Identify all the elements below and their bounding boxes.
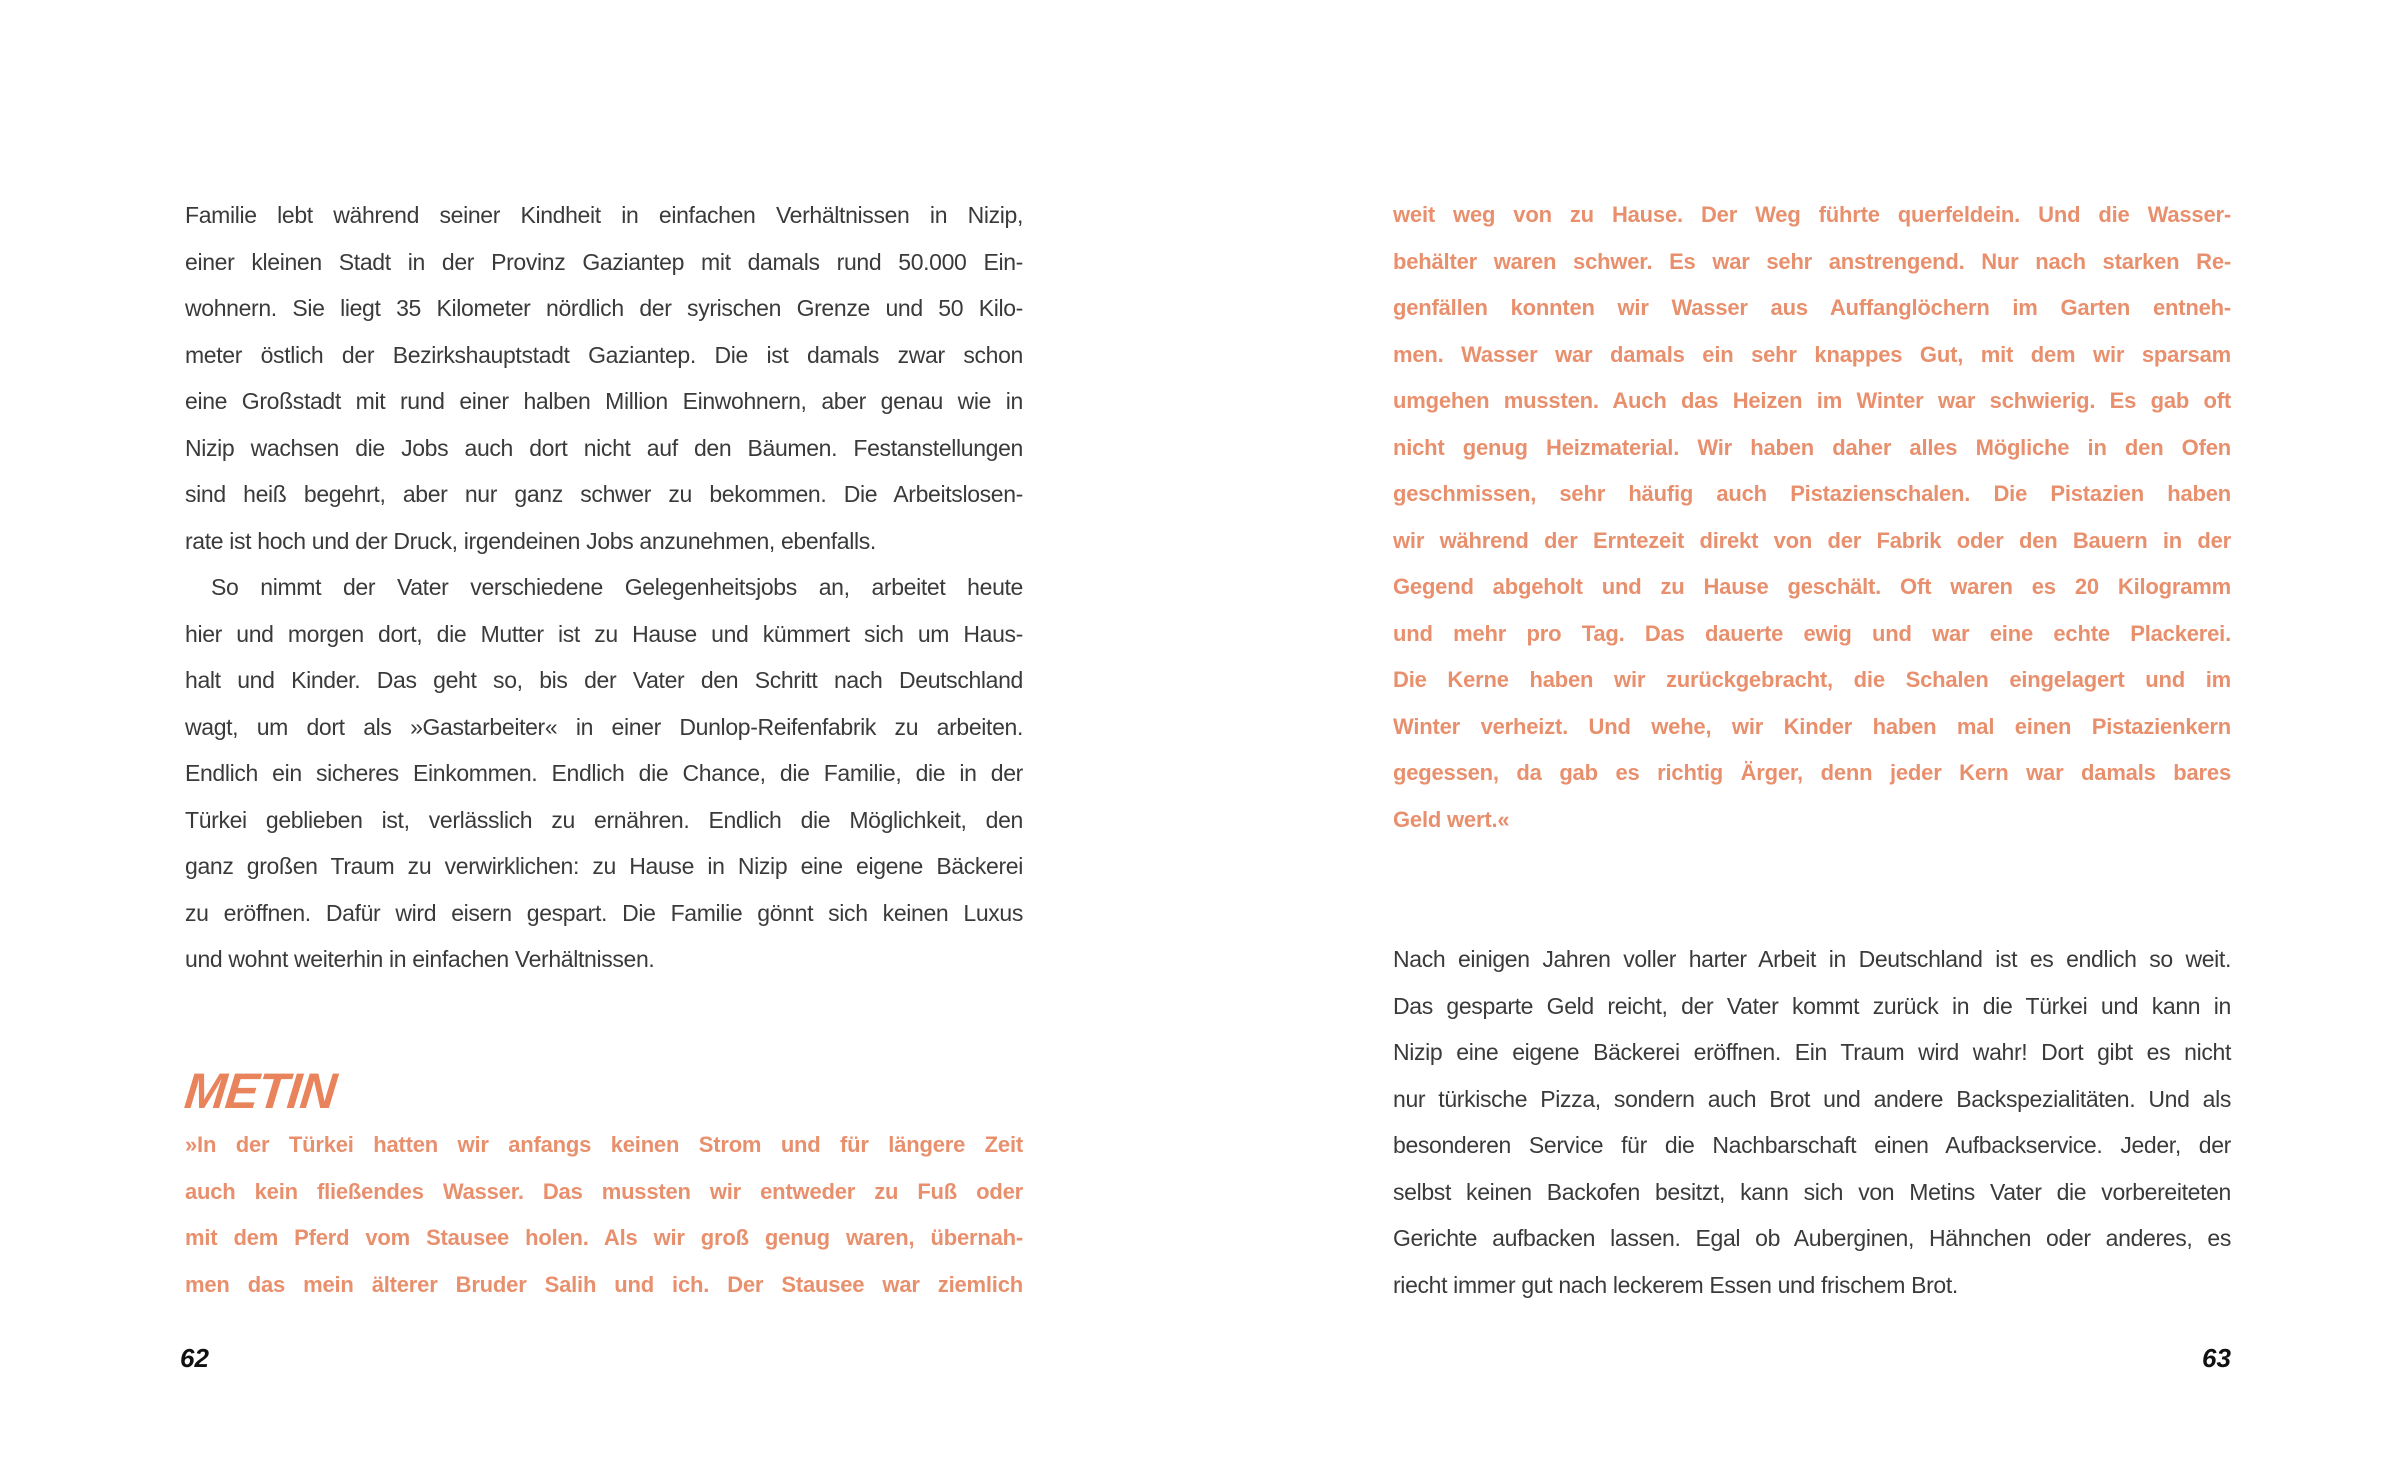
text-line: mit dem Pferd vom Stausee holen. Als wir groß genug waren, übernah- (185, 1225, 1023, 1250)
text-line: Gegend abgeholt und zu Hause geschält. Oft waren es 20 Kilogramm (1393, 574, 2231, 599)
text-line: Nizip eine eigene Bäckerei eröffnen. Ein Traum wird wahr! Dort gibt es nicht (1393, 1039, 2231, 1065)
text-line: umgehen mussten. Auch das Heizen im Winter war schwierig. Es gab oft (1393, 388, 2231, 413)
text-line: ganz großen Traum zu verwirklichen: zu Hause in Nizip eine eigene Bäckerei (185, 853, 1023, 879)
text-line: men das mein älterer Bruder Salih und ich. Der Stausee war ziemlich (185, 1271, 1023, 1297)
text-line: Das gesparte Geld reicht, der Vater kommt zurück in die Türkei und kann in (1393, 992, 2231, 1019)
text-line: men. Wasser war damals ein sehr knappes Gut, mit dem wir sparsam (1393, 341, 2231, 367)
text-line: »In der Türkei hatten wir anfangs keinen Strom und für längere Zeit (185, 1132, 1023, 1157)
text-line: Winter verheizt. Und wehe, wir Kinder haben mal einen Pistazienkern (1393, 713, 2231, 739)
text-line: rate ist hoch und der Druck, irgendeinen Jobs anzunehmen, ebenfalls. (185, 527, 876, 554)
text-line: Die Kerne haben wir zurückgebracht, die Schalen eingelagert und im (1393, 667, 2231, 692)
text-line: und mehr pro Tag. Das dauerte ewig und war eine echte Plackerei. (1393, 620, 2231, 646)
text-line: auch kein fließendes Wasser. Das mussten wir entweder zu Fuß oder (185, 1178, 1023, 1204)
text-line: wagt, um dort als »Gastarbeiter« in einer Dunlop-Reifenfabrik zu arbeiten. (185, 713, 1023, 740)
text-line: zu eröffnen. Dafür wird eisern gespart. Die Familie gönnt sich keinen Luxus (185, 899, 1023, 926)
page-number-left: 62 (180, 1343, 209, 1373)
text-line: und wohnt weiterhin in einfachen Verhältnissen. (185, 946, 655, 972)
text-line: Türkei geblieben ist, verlässlich zu ernähren. Endlich die Möglichkeit, den (185, 806, 1023, 833)
text-line: wohnern. Sie liegt 35 Kilometer nördlich der syrischen Grenze und 50 Kilo- (185, 295, 1023, 321)
text-line: genfällen konnten wir Wasser aus Auffanglöchern im Garten entneh- (1393, 295, 2231, 320)
section-heading: METIN (182, 1063, 339, 1119)
text-line: Geld wert.« (1393, 806, 1510, 832)
text-line: geschmissen, sehr häufig auch Pistazienschalen. Die Pistazien haben (1393, 481, 2231, 506)
page-number-right: 63 (2202, 1343, 2231, 1373)
right-paragraph (1393, 936, 2231, 1308)
text-line: Nach einigen Jahren voller harter Arbeit in Deutschland ist es endlich so weit. (1393, 946, 2231, 972)
text-line: gegessen, da gab es richtig Ärger, denn jeder Kern war damals bares (1393, 760, 2231, 785)
text-line: weit weg von zu Hause. Der Weg führte querfeldein. Und die Wasser- (1393, 202, 2231, 227)
text-line: riecht immer gut nach leckerem Essen und frischem Brot. (1393, 1271, 1958, 1298)
left-paragraph-2 (185, 564, 1023, 983)
text-line: halt und Kinder. Das geht so, bis der Vater den Schritt nach Deutschland (185, 667, 1023, 693)
text-line: Familie lebt während seiner Kindheit in einfachen Verhältnissen in Nizip, (185, 202, 1023, 228)
left-paragraph-1 (185, 192, 1023, 564)
text-line: wir während der Erntezeit direkt von der Fabrik oder den Bauern in der (1393, 527, 2231, 553)
text-line: sind heiß begehrt, aber nur ganz schwer zu bekommen. Die Arbeitslosen- (185, 481, 1023, 507)
text-line: eine Großstadt mit rund einer halben Million Einwohnern, aber genau wie in (185, 388, 1023, 414)
text-line: meter östlich der Bezirkshauptstadt Gaziantep. Die ist damals zwar schon (185, 341, 1023, 368)
text-line: Gerichte aufbacken lassen. Egal ob Auberginen, Hähnchen oder anderes, es (1393, 1225, 2231, 1251)
text-line: einer kleinen Stadt in der Provinz Gaziantep mit damals rund 50.000 Ein- (185, 248, 1023, 275)
right-quote (1393, 192, 2231, 843)
text-line: hier und morgen dort, die Mutter ist zu Hause und kümmert sich um Haus- (185, 620, 1023, 647)
text-line: selbst keinen Backofen besitzt, kann sich von Metins Vater die vorbereiteten (1393, 1178, 2231, 1205)
text-line: nicht genug Heizmaterial. Wir haben daher alles Mögliche in den Ofen (1393, 434, 2231, 460)
text-line: besonderen Service für die Nachbarschaft einen Aufbackservice. Jeder, der (1393, 1132, 2231, 1158)
text-line: Nizip wachsen die Jobs auch dort nicht auf den Bäumen. Festanstellungen (185, 434, 1023, 461)
text-line: nur türkische Pizza, sondern auch Brot und andere Backspezialitäten. Und als (1393, 1085, 2231, 1112)
left-quote (185, 1122, 1023, 1308)
text-line: So nimmt der Vater verschiedene Gelegenheitsjobs an, arbeitet heute (211, 574, 1023, 600)
text-line: behälter waren schwer. Es war sehr anstrengend. Nur nach starken Re- (1393, 248, 2231, 274)
text-line: Endlich ein sicheres Einkommen. Endlich die Chance, die Familie, die in der (185, 760, 1023, 786)
